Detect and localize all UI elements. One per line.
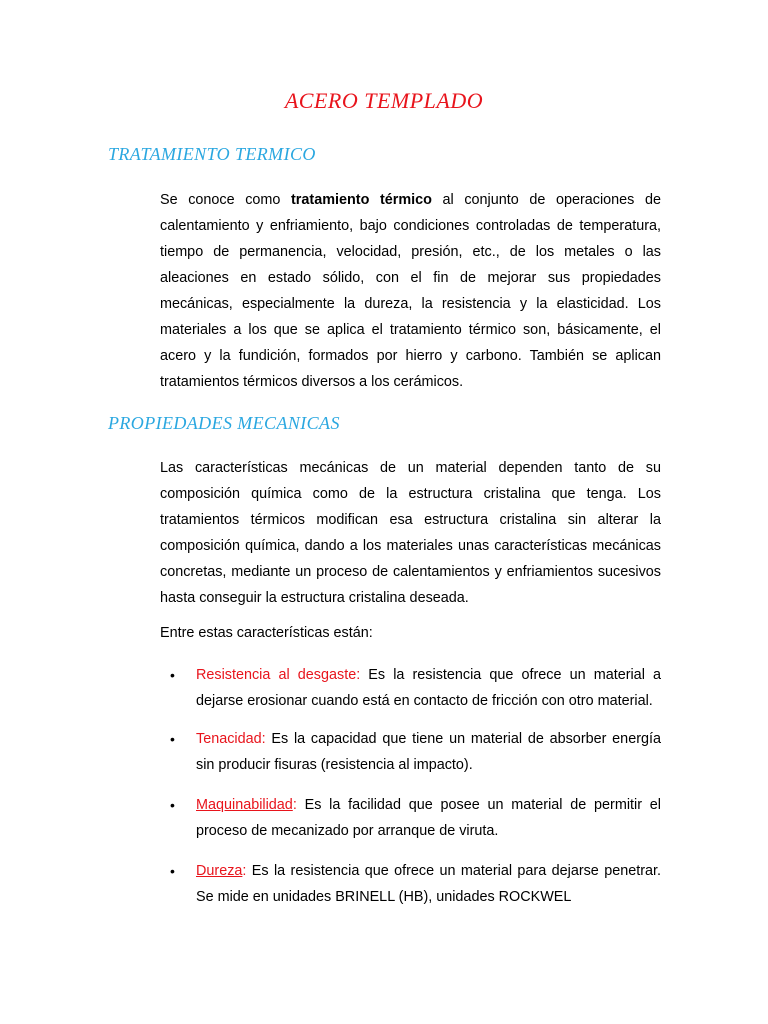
- property-term: Tenacidad:: [196, 731, 266, 747]
- paragraph-propiedades: Las características mecánicas de un material dependen tanto de su composición química como de la estructura cristalina que tenga. Los tratamientos térmicos modifican esa estructura cristalina sin alterar la composición química, dando a los materiales unas características mecánicas concretas, mediante un proceso de calentamientos y enfriamientos sucesivos hasta conseguir la estructura cristalina deseada.: [160, 460, 661, 606]
- property-description: Es la resistencia que ofrece un material para dejarse penetrar. Se mide en unidades BRINELL (HB), unidades ROCKWEL: [196, 863, 661, 905]
- paragraph-text: al conjunto de operaciones de calentamiento y enfriamiento, bajo condiciones controladas de temperatura, tiempo de permanencia, velocidad, presión, etc., de los metales o las aleaciones en estado sólido, con el fin de mejorar sus propiedades mecánicas, especialmente la dureza, la resistencia y la elasticidad. Los materiales a los que se aplica el tratamiento térmico son, básicamente, el acero y la fundición, formados por hierro y carbono. También se aplican tratamientos térmicos diversos a los cerámicos.: [160, 192, 661, 390]
- list-item: [160, 858, 661, 910]
- property-description: Es la capacidad que tiene un material de absorber energía sin producir fisuras (resistencia al impacto).: [196, 731, 661, 773]
- property-term: Maquinabilidad: [196, 797, 293, 813]
- bullet-icon: •: [170, 731, 175, 747]
- section-heading-propiedades: PROPIEDADES MECANICAS: [108, 413, 340, 433]
- property-term: Dureza: [196, 863, 243, 879]
- properties-list: [160, 662, 661, 910]
- list-intro: Entre estas características están:: [160, 625, 373, 641]
- bullet-icon: •: [170, 797, 175, 813]
- bullet-icon: •: [170, 863, 175, 879]
- section-heading-tratamiento: TRATAMIENTO TERMICO: [108, 144, 316, 164]
- list-item: [160, 662, 661, 714]
- property-term: Resistencia al desgaste:: [196, 667, 361, 683]
- property-description: Es la resistencia que ofrece un material a dejarse erosionar cuando está en contacto de fricción con otro material.: [196, 667, 661, 709]
- property-term-suffix: :: [292, 797, 297, 813]
- property-term-suffix: :: [242, 863, 247, 879]
- bold-term: tratamiento térmico: [291, 192, 432, 208]
- paragraph-tratamiento: [160, 187, 661, 395]
- paragraph-text: Se conoce como: [160, 192, 291, 208]
- list-item: [160, 792, 661, 844]
- document-title: ACERO TEMPLADO: [284, 88, 484, 113]
- property-description: Es la facilidad que posee un material de permitir el proceso de mecanizado por arranque de viruta.: [196, 797, 661, 839]
- list-item: [160, 726, 661, 778]
- bullet-icon: •: [170, 667, 175, 683]
